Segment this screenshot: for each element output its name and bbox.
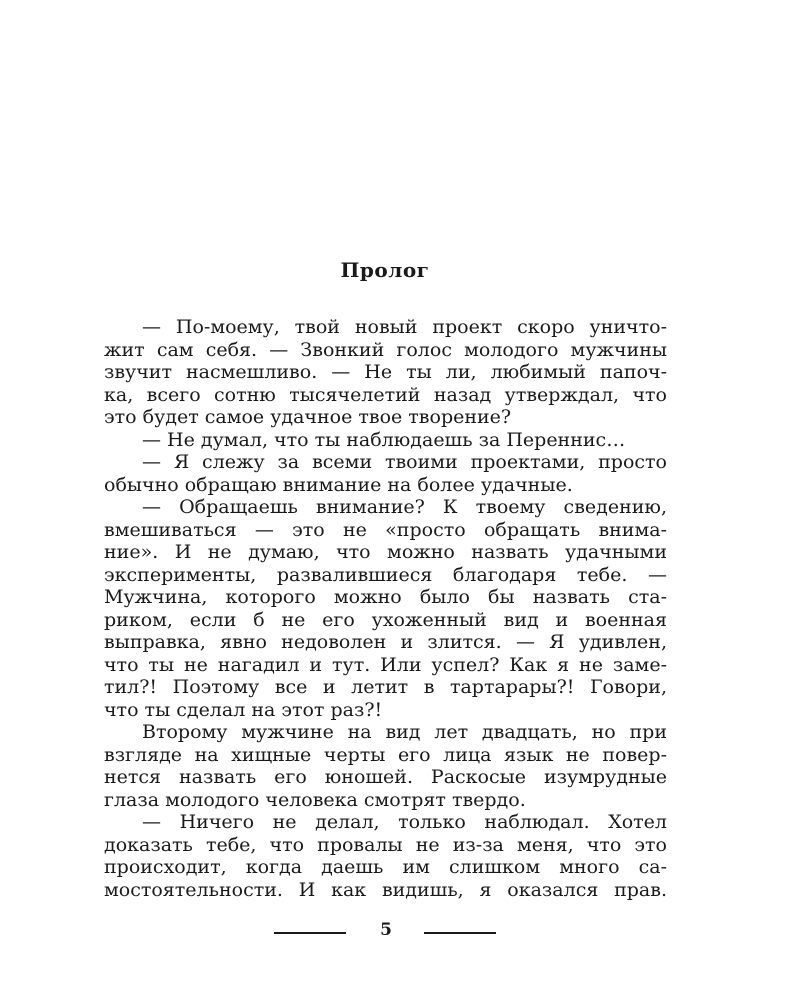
text-line: тил?! Поэтому все и летит в тартарары?! Говори,	[104, 676, 667, 698]
page-footer	[0, 920, 770, 944]
text-line: Второму мужчине на вид лет двадцать, но при	[142, 721, 667, 743]
text-line: риком, если б не его ухоженный вид и военная	[104, 608, 667, 631]
text-line: вмешиваться — это не «просто обращать внима-	[104, 518, 667, 541]
text-line: выправка, явно недоволен и злится. — Я удивлен,	[104, 631, 667, 653]
text-line: — Не думал, что ты наблюдаешь за Переннис…	[142, 428, 626, 451]
footer-rule-right	[424, 932, 496, 934]
text-line: звучит насмешливо. — Не ты ли, любимый папоч-	[104, 361, 667, 383]
text-line: доказать тебе, что провалы не из-за меня, что это	[104, 833, 667, 856]
text-line: происходит, когда даешь им слишком много са-	[104, 856, 667, 878]
chapter-title: Пролог	[340, 258, 430, 282]
body-text	[104, 316, 667, 901]
text-line: глаза молодого человека смотрят твердо.	[104, 788, 526, 811]
text-line: — По-моему, твой новый проект скоро уничто-	[142, 316, 667, 338]
text-line: эксперименты, развалившиеся благодаря тебе. —	[104, 563, 667, 586]
text-line: жит сам себя. — Звонкий голос молодого мужчины	[104, 338, 667, 361]
text-line: мостоятельности. И как видишь, я оказался прав.	[104, 878, 667, 901]
text-line: нется назвать его юношей. Раскосые изумрудные	[104, 766, 667, 788]
text-line: что ты сделал на этот раз?!	[104, 698, 383, 721]
page-number: 5	[380, 920, 392, 940]
text-line: Мужчина, которого можно было бы назвать ста-	[104, 586, 667, 608]
text-line: что ты не нагадил и тут. Или успел? Как я не заме-	[104, 653, 667, 676]
text-line: — Я слежу за всеми твоими проектами, просто	[142, 451, 667, 473]
text-line: взгляде на хищные черты его лица язык не повер-	[104, 743, 667, 766]
text-line: ка, всего сотню тысячелетий назад утверждал, что	[104, 383, 667, 406]
text-line: обычно обращаю внимание на более удачные.	[104, 473, 573, 496]
text-line: — Ничего не делал, только наблюдал. Хотел	[142, 811, 667, 833]
footer-rule-left	[274, 932, 346, 934]
text-line: это будет самое удачное твое творение?	[104, 406, 512, 428]
text-line: ние». И не думаю, что можно назвать удачными	[104, 541, 667, 563]
text-line: — Обращаешь внимание? К твоему сведению,	[142, 496, 667, 518]
